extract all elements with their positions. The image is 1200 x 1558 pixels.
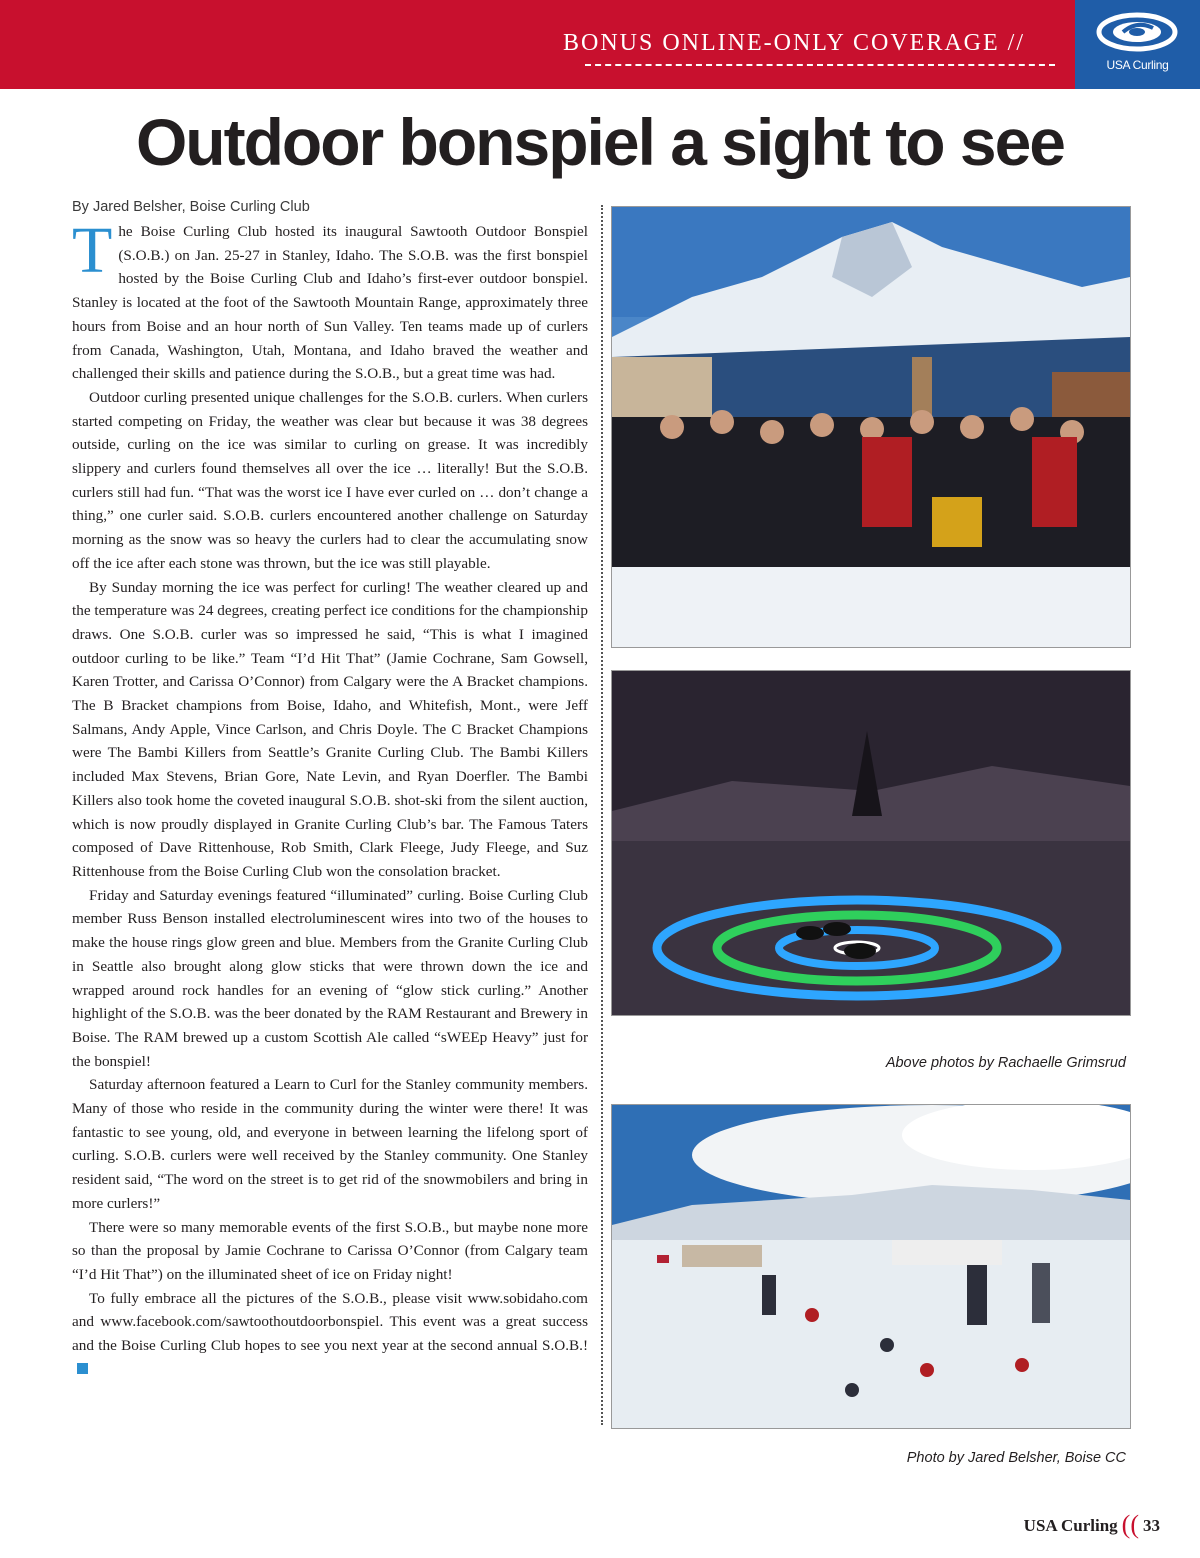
usa-curling-logo: [1075, 0, 1200, 89]
article-paragraph: The Boise Curling Club hosted its inaugural Sawtooth Outdoor Bonspiel (S.O.B.) on Jan. 25-27 in Stanley, Idaho. The S.O.B. was the first bonspiel hosted by the Boise Curling Club and Idaho’s first-ever outdoor bonspiel. Stanley is located at the foot of the Sawtooth Mountain Range, approximately three hours from Boise and an hour north of Sun Valley. Ten teams made up of curlers from Canada, Washington, Utah, Montana, and Idaho braved the weather and challenged their skills and patience during the S.O.B., but a great time was had.: [72, 214, 588, 383]
learn-to-curl-photo: [611, 1104, 1131, 1429]
page-footer: [1024, 1510, 1160, 1540]
top-banner: [0, 0, 1075, 89]
article-paragraph: Saturday afternoon featured a Learn to Curl for the Stanley community members. Many of those who reside in the community during the winter were there! It was fantastic to see young, old, and everyone in between learning the lifelong sport of curling. S.O.B. curlers were well received by the Stanley community. One Stanley resident said, “The word on the street is to get rid of the snowmobilers and bring in more curlers!”: [72, 1076, 588, 1212]
curling-stone-logo-icon: [1075, 0, 1200, 60]
banner-dashed-rule: [585, 64, 1055, 66]
article-headline: Outdoor bonspiel a sight to see: [135, 105, 1065, 179]
illuminated-curling-photo: [611, 670, 1131, 1016]
article-paragraph: Friday and Saturday evenings featured “illuminated” curling. Boise Curling Club member Russ Benson installed electroluminescent wires into two of the houses to make the house rings glow green and blue. Members from the Granite Curling Club in Seattle also brought along glow sticks that were thrown down the ice and wrapped around rock handles for an evening of “glow stick curling.” Another highlight of the S.O.B. was the beer donated by the RAM Restaurant and Brewery in Boise. The RAM brewed up a custom Scottish Ale called “sWEEp Heavy” just for the bonspiel!: [72, 886, 588, 1070]
article-paragraph: By Sunday morning the ice was perfect for curling! The weather cleared up and the temperature was 24 degrees, creating perfect ice conditions for the championship draws. One S.O.B. curler was so impressed he said, “This is what I imagined outdoor curling to be like.” Team “I’d Hit That” (Jamie Cochrane, Sam Gowsell, Karen Trotter, and Carissa O’Connor) from Calgary were the A Bracket champions. The B Bracket champions from Boise, Idaho, and Whitefish, Mont., were Jeff Salmans, Andy Apple, Vince Carlson, and Chris Doyle. The C Bracket Champions were The Bambi Killers from Seattle’s Granite Curling Club. The Bambi Killers included Max Stevens, Brian Gore, Nate Levin, and Ryan Doerfler. The Bambi Killers also took home the coveted inaugural S.O.B. shot-ski from the silent auction, which is now proudly displayed in Granite Curling Club’s bar. The Famous Taters composed of Dave Rittenhouse, Rob Smith, Clark Fleege, Judy Fleege, and Suz Rittenhouse from the Boise Curling Club won the consolation bracket.: [72, 578, 588, 880]
byline: By Jared Belsher, Boise Curling Club: [72, 199, 310, 215]
article-paragraph: Outdoor curling presented unique challenges for the S.O.B. curlers. When curlers started competing on Friday, the weather was clear but because it was 38 degrees outside, curling on the ice was similar to curling on grease. It was incredibly slippery and curlers found themselves all over the ice … literally! But the S.O.B. curlers still had fun. “That was the worst ice I have ever curled on … don’t change a thing,” one curler said. S.O.B. curlers encountered another challenge on Saturday morning as the snow was so heavy the curlers had to clear the accumulating snow off the ice after each stone was thrown, but the ice was still playable.: [72, 388, 588, 572]
page-number: 33: [1143, 1516, 1160, 1535]
column-divider: [601, 205, 603, 1425]
group-photo: [611, 206, 1131, 648]
logo-wordmark: USA Curling: [1106, 58, 1169, 72]
drop-cap: T: [72, 214, 113, 287]
bottom-photo-caption: Photo by Jared Belsher, Boise CC: [906, 1450, 1126, 1466]
publication-name: USA Curling: [1023, 1516, 1118, 1535]
banner-label: BONUS ONLINE-ONLY COVERAGE //: [562, 30, 1025, 56]
article-paragraph: To fully embrace all the pictures of the S.O.B., please visit www.sobidaho.com and www.facebook.com/sawtoothoutdoorbonspiel. This event was a great success and the Boise Curling Club hopes to see you next year at the second annual S.O.B.!: [72, 1287, 588, 1382]
article-paragraph: There were so many memorable events of the first S.O.B., but maybe none more so than the proposal by Jamie Cochrane to Carissa O’Connor (from Calgary team “I’d Hit That”) on the illuminated sheet of ice on Friday night!: [72, 1218, 588, 1283]
end-mark-icon: [77, 1363, 88, 1374]
article-body: [72, 214, 588, 1381]
top-photos-caption: Above photos by Rachaelle Grimsrud: [885, 1055, 1126, 1071]
footer-separator-icon: ((: [1121, 1510, 1139, 1539]
